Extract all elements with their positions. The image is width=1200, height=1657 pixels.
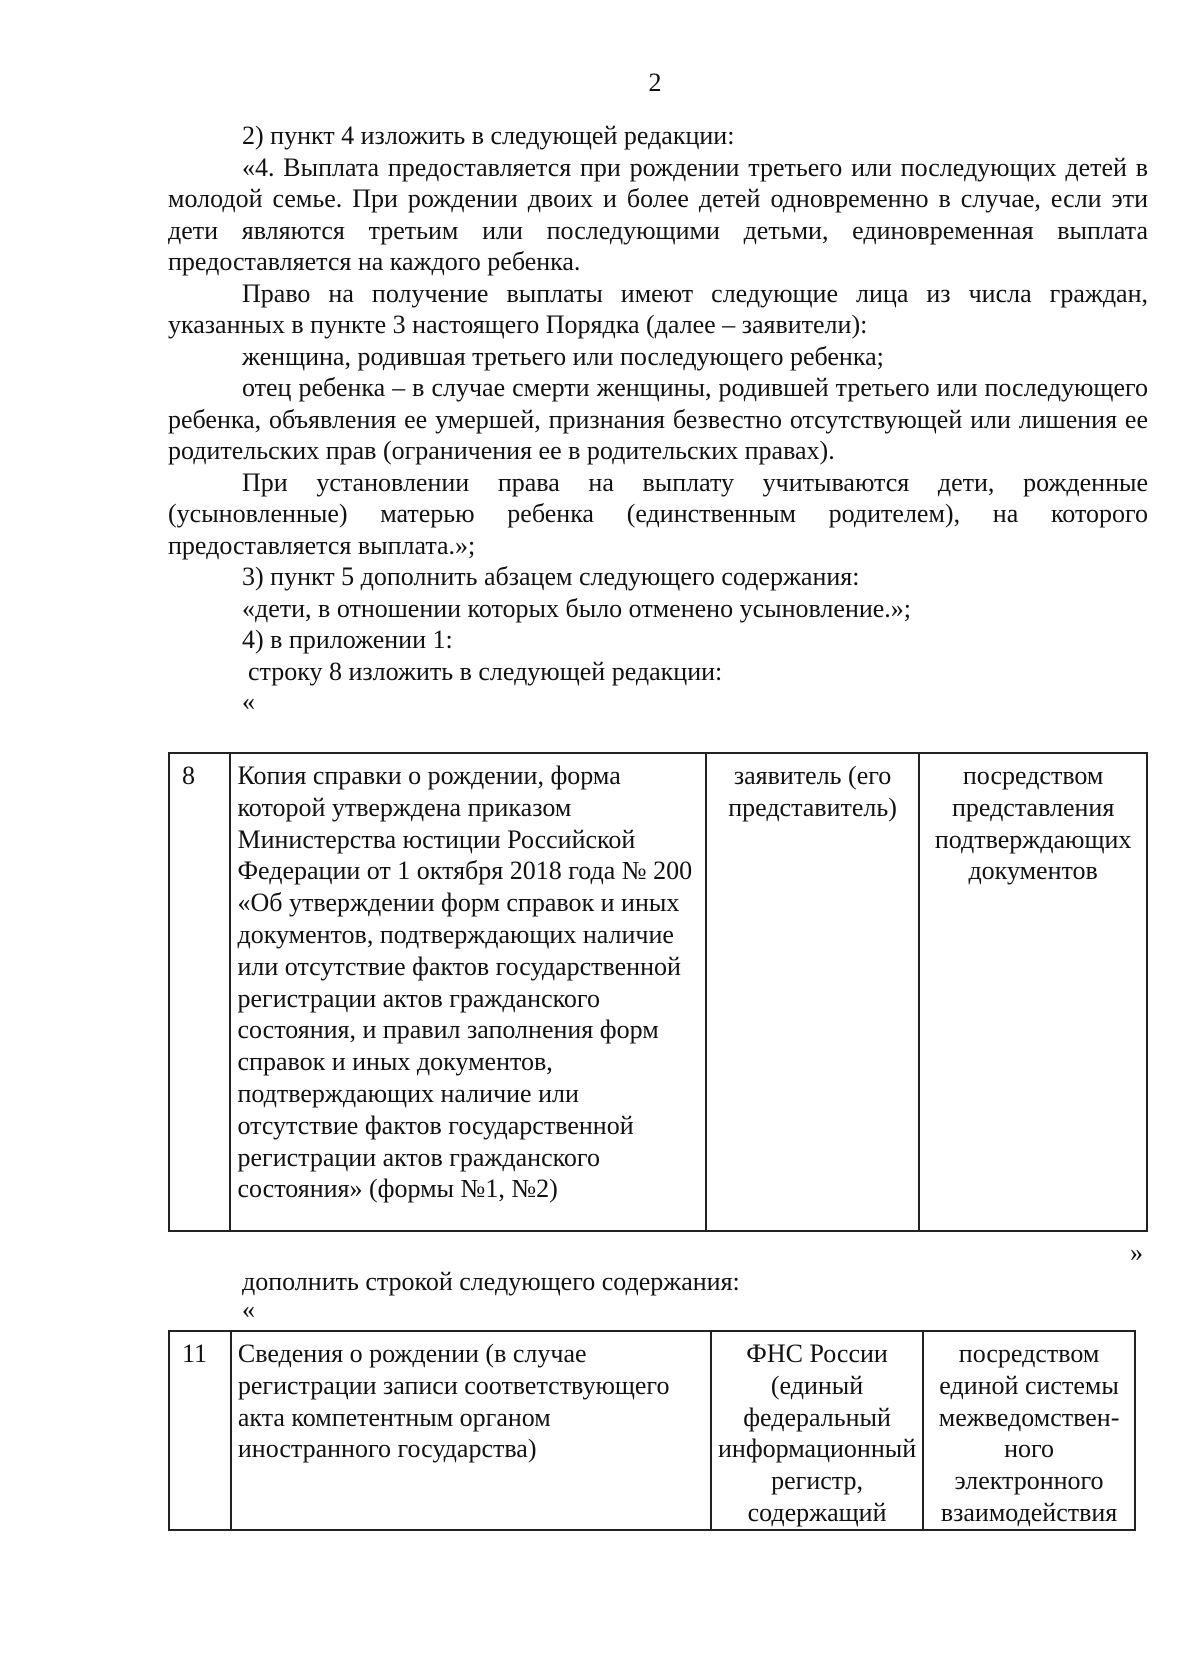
- paragraph-children-counted: При установлении права на выплату учитываются дети, рожденные (усыновленные) матерью ребенка (единственным родителем), на которого предоставляется выплата.»;: [168, 467, 1148, 560]
- paragraph-adoption-cancelled: «дети, в отношении которых было отменено усыновление.»;: [242, 593, 912, 623]
- quote-open-mark-2: «: [242, 1295, 255, 1324]
- cell-row-number: 8: [169, 753, 230, 1231]
- cell-method: посредством единой системы межведомствен-ного электронного взаимодействия: [923, 1331, 1135, 1530]
- paragraph-woman: женщина, родившая третьего или последующего ребенка;: [242, 341, 884, 371]
- cell-document: Сведения о рождении (в случае регистрации записи соответствующего акта компетентным органом иностранного государства): [231, 1331, 711, 1530]
- quote-close-mark: »: [1130, 1238, 1143, 1267]
- cell-source: заявитель (его представитель): [706, 753, 919, 1231]
- table-row: [169, 753, 1147, 1231]
- paragraph-point-4: «4. Выплата предоставляется при рождении третьего или последующих детей в молодой семье. При рождении двоих и более детей одновременно в случае, если эти дети являются третьим или последующими детьми, единовременная выплата предоставляется на каждого ребенка.: [168, 152, 1148, 276]
- paragraph-item-3: 3) пункт 5 дополнить абзацем следующего содержания:: [242, 562, 860, 591]
- quote-open-mark: «: [242, 687, 255, 716]
- paragraph-row-8: строку 8 изложить в следующей редакции:: [248, 656, 723, 686]
- body-text: [168, 120, 1148, 717]
- paragraph-item-2: 2) пункт 4 изложить в следующей редакции:: [242, 121, 735, 150]
- paragraph-add-row: дополнить строкой следующего содержания:: [242, 1267, 740, 1296]
- cell-method: посредством представления подтверждающих документов: [919, 753, 1147, 1231]
- table-row: [169, 1331, 1135, 1530]
- paragraph-father: отец ребенка – в случае смерти женщины, родившей третьего или последующего ребенка, объявления ее умершей, признания безвестно отсутствующей или лишения ее родительских прав (ограничения ее в родительских правах).: [168, 373, 1148, 465]
- paragraph-item-4: 4) в приложении 1:: [242, 625, 453, 654]
- paragraph-right-holders: Право на получение выплаты имеют следующие лица из числа граждан, указанных в пункте 3 настоящего Порядка (далее – заявители):: [168, 278, 1148, 339]
- page-number: 2: [648, 68, 662, 97]
- cell-document: Копия справки о рождении, форма которой утверждена приказом Министерства юстиции Российской Федерации от 1 октября 2018 года № 200 «Об утверждении форм справок и иных документов, подтверждающих наличие или отсутствие фактов государственной регистрации актов гражданского состояния, и правил заполнения форм справок и иных документов, подтверждающих наличие или отсутствие фактов государственной регистрации актов гражданского состояния» (формы №1, №2): [230, 753, 705, 1231]
- cell-source: ФНС России (единый федеральный информационный регистр, содержащий: [711, 1331, 923, 1530]
- cell-row-number: 11: [169, 1331, 231, 1530]
- table-row-8: [168, 752, 1148, 1232]
- table-row-11: [168, 1330, 1136, 1531]
